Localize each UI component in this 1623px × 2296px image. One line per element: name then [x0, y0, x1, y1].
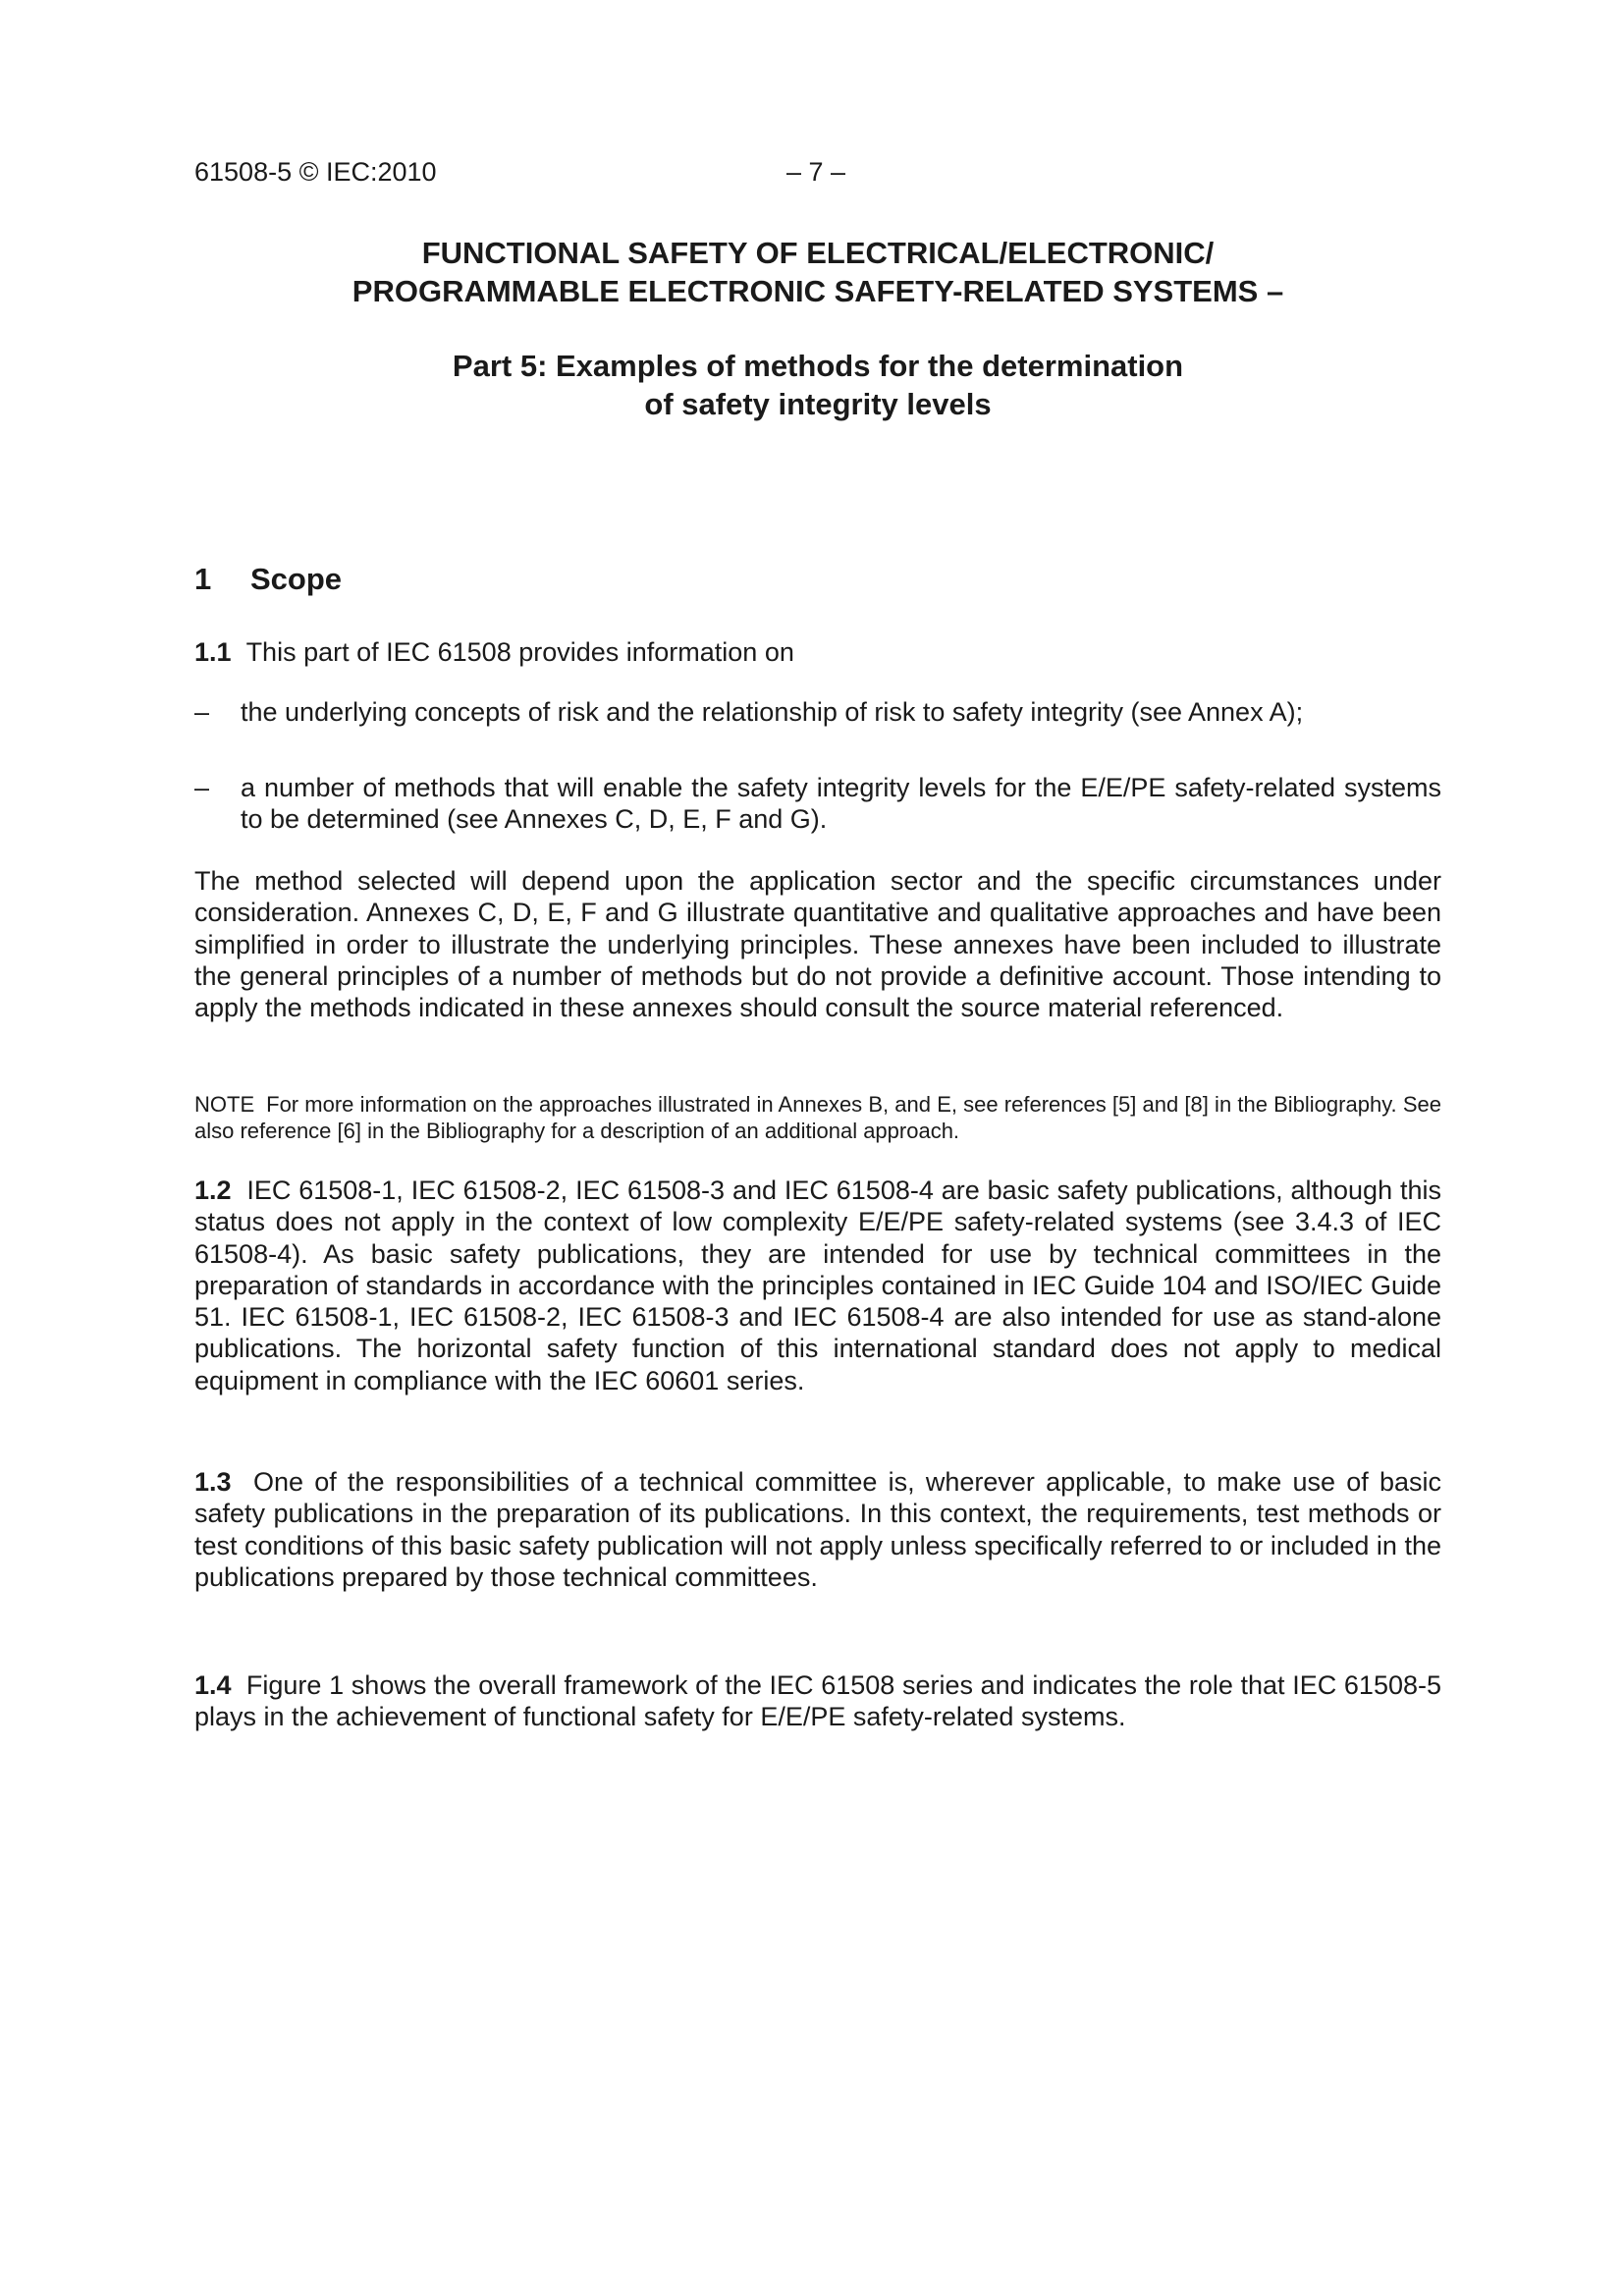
clause-1-2 — [194, 1175, 1441, 1396]
section-number: 1 — [194, 562, 212, 596]
note-text: For more information on the approaches illustrated in Annexes B, and E, see references [5] and [8] in the Bibliography. See also reference [6] in the Bibliography for a description of an additional approach. — [194, 1092, 1441, 1143]
method-paragraph: The method selected will depend upon the application sector and the specific circumstances under consideration. Annexes C, D, E, F and G illustrate quantitative and qualitative approaches and have been simplified in order to illustrate the underlying principles. These annexes have been included to illustrate the general principles of a number of methods but do not provide a definitive account. Those intending to apply the methods indicated in these annexes should consult the source material referenced. — [194, 866, 1441, 1023]
page-header — [194, 157, 1441, 196]
clause-1-3 — [194, 1466, 1441, 1593]
clause-number: 1.3 — [194, 1467, 232, 1497]
list-item-text: a number of methods that will enable the safety integrity levels for the E/E/PE safety-related systems to be determined (see Annexes C, D, E, F and G). — [241, 773, 1441, 835]
clause-number: 1.2 — [194, 1175, 232, 1205]
page-number: – 7 – — [786, 157, 846, 187]
list-item — [194, 772, 1441, 836]
clause-number: 1.1 — [194, 637, 232, 667]
document-id: 61508-5 © IEC:2010 — [194, 157, 437, 187]
part-title-line-1: Part 5: Examples of methods for the determination — [452, 349, 1184, 383]
list-item-text: the underlying concepts of risk and the relationship of risk to safety integrity (see Annex A); — [241, 697, 1304, 727]
clause-text: One of the responsibilities of a technical committee is, wherever applicable, to make use of basic safety publications in the preparation of its publications. In this context, the requirements, test methods or test conditions of this basic safety publication will not apply unless specifically referred to or included in the publications prepared by those technical committees. — [194, 1467, 1441, 1592]
note — [194, 1092, 1441, 1144]
main-title-line-2: PROGRAMMABLE ELECTRONIC SAFETY-RELATED SYSTEMS – — [352, 274, 1284, 308]
clause-text: This part of IEC 61508 provides information on — [245, 637, 794, 667]
part-title-line-2: of safety integrity levels — [644, 387, 992, 421]
clause-text: Figure 1 shows the overall framework of the IEC 61508 series and indicates the role that IEC 61508-5 plays in the achievement of functional safety for E/E/PE safety-related systems. — [194, 1670, 1441, 1732]
part-title — [194, 347, 1441, 423]
list-dash: – — [194, 773, 210, 802]
section-heading-scope — [194, 560, 342, 599]
note-label: NOTE — [194, 1092, 255, 1117]
clause-1-4 — [194, 1669, 1441, 1733]
clause-1-1 — [194, 636, 1441, 668]
list-item — [194, 696, 1441, 728]
clause-text: IEC 61508-1, IEC 61508-2, IEC 61508-3 and IEC 61508-4 are basic safety publications, although this status does not apply in the context of low complexity E/E/PE safety-related systems (see 3.4.3 of IEC 61508-4). As basic safety publications, they are intended for use by technical committees in the preparation of standards in accordance with the principles contained in IEC Guide 104 and ISO/IEC Guide 51. IEC 61508-1, IEC 61508-2, IEC 61508-3 and IEC 61508-4 are also intended for use as stand-alone publications. The horizontal safety function of this international standard does not apply to medical equipment in compliance with the IEC 60601 series. — [194, 1175, 1441, 1395]
main-title-line-1: FUNCTIONAL SAFETY OF ELECTRICAL/ELECTRONIC/ — [421, 236, 1215, 270]
main-title — [194, 234, 1441, 310]
section-title: Scope — [250, 562, 343, 596]
list-dash: – — [194, 697, 210, 727]
clause-number: 1.4 — [194, 1670, 232, 1700]
